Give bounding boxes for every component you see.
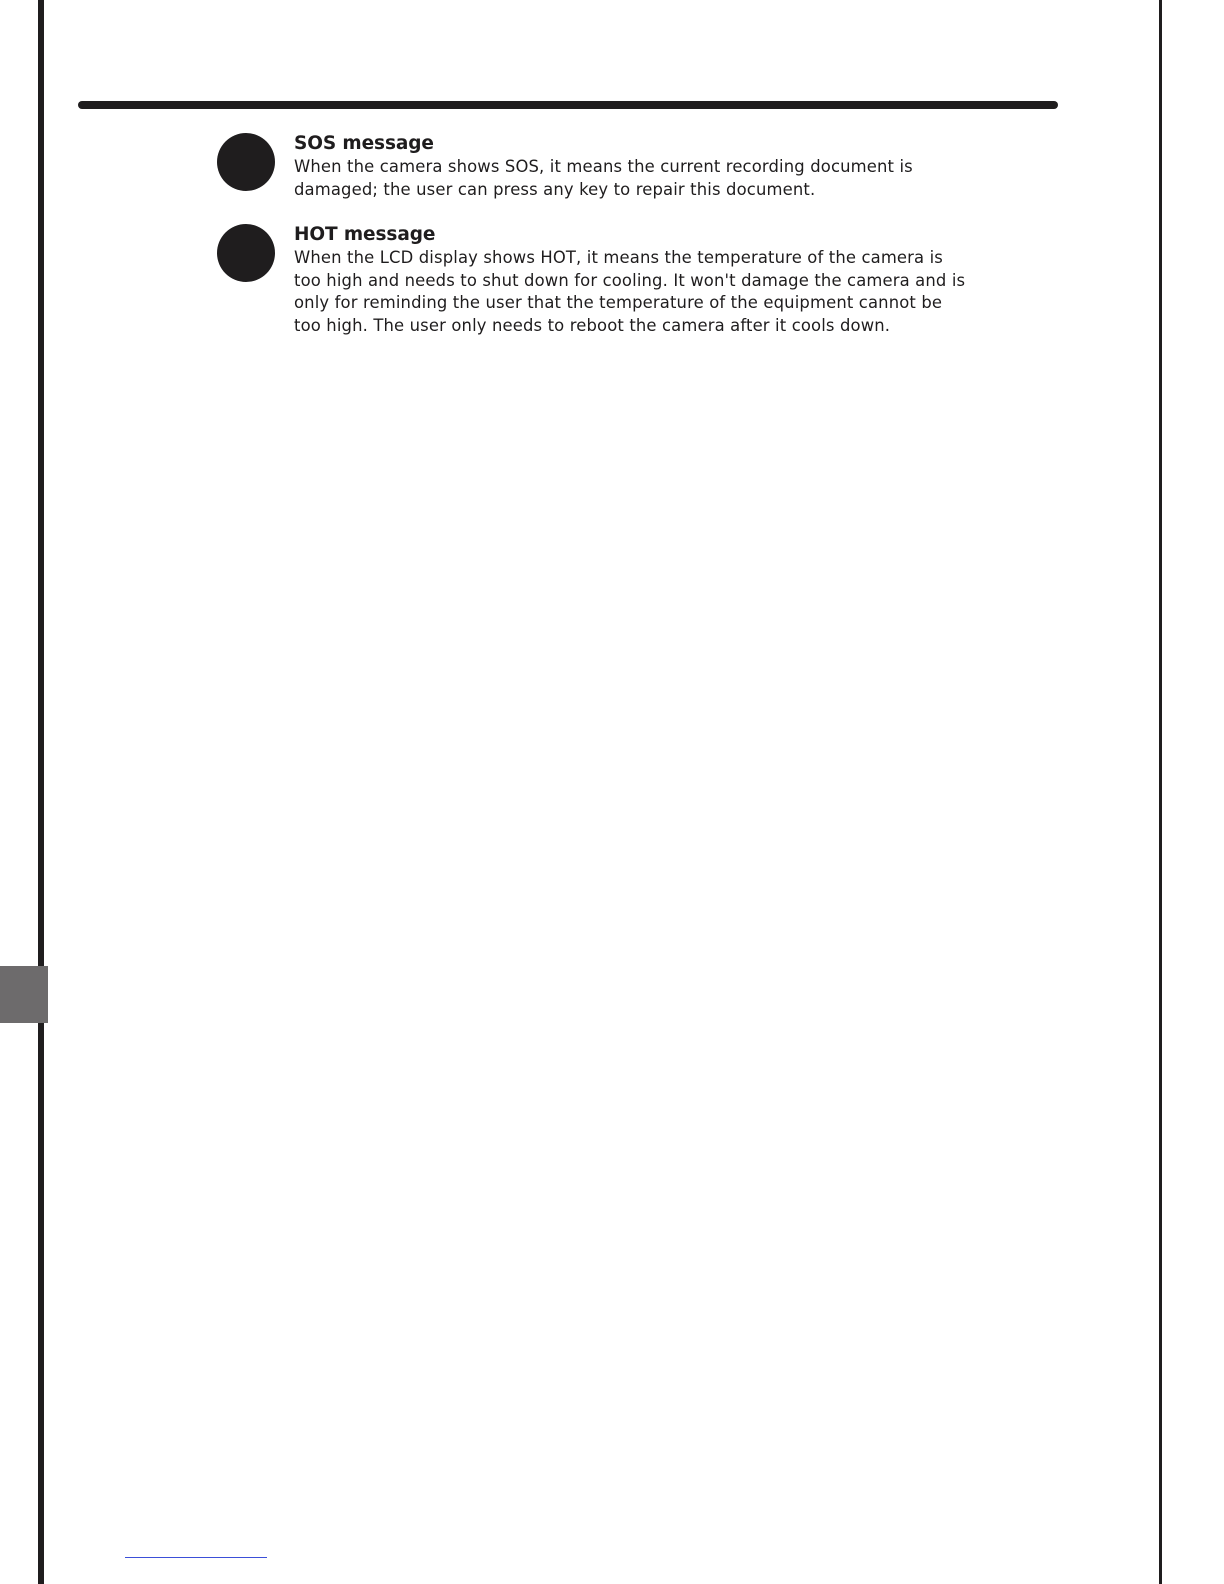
right-border-rule: [1159, 0, 1162, 1584]
left-border-rule: [38, 0, 44, 1584]
bullet-circle-icon: [217, 224, 275, 282]
sos-heading: SOS message: [294, 133, 434, 154]
sos-description: When the camera shows SOS, it means the current recording document is damaged; the user can press any key to repair this document.: [294, 157, 913, 199]
footer-rule: [125, 1557, 267, 1558]
chapter-tab: [0, 966, 48, 1023]
sos-text-block: [294, 133, 974, 201]
hot-text-block: [294, 224, 974, 338]
header-rule: [78, 101, 1058, 109]
hot-description: When the LCD display shows HOT, it means the temperature of the camera is too high and needs to shut down for cooling. It won't damage the camera and is only for reminding the user that the temperature of the equipment cannot be too high. The user only needs to reboot the camera after it cools down.: [294, 248, 966, 336]
bullet-circle-icon: [217, 133, 275, 191]
hot-heading: HOT message: [294, 224, 436, 245]
